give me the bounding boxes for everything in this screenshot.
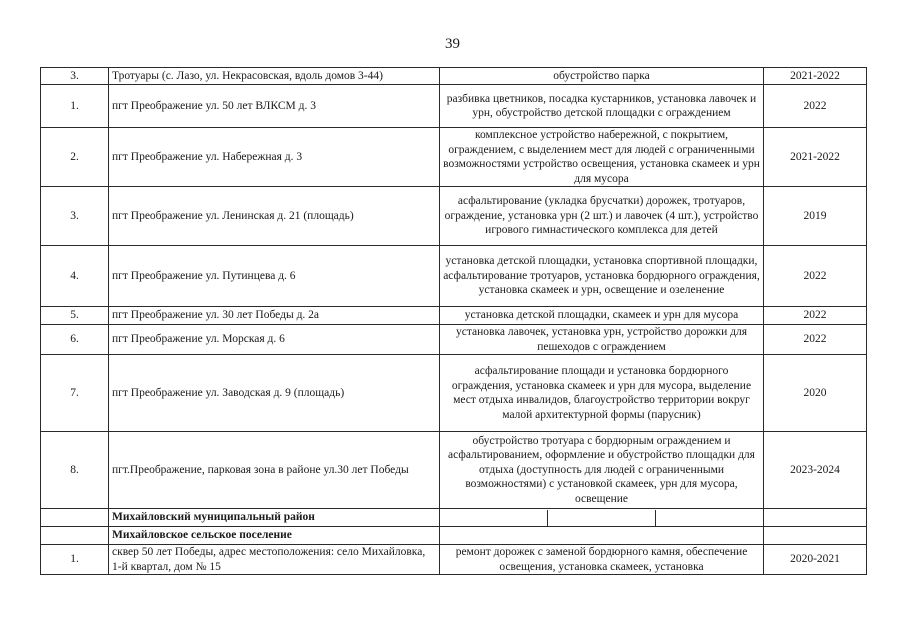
subdivided-cell xyxy=(440,509,764,527)
row-years: 2021-2022 xyxy=(764,128,867,187)
table-row xyxy=(41,355,867,432)
row-number: 4. xyxy=(41,246,109,307)
row-address: пгт.Преображение, парковая зона в районе ул.30 лет Победы xyxy=(109,432,440,509)
row-years: 2022 xyxy=(764,325,867,355)
district-heading: Михайловский муниципальный район xyxy=(109,509,440,527)
settlement-heading: Михайловское сельское поселение xyxy=(109,527,440,545)
row-years: 2021-2022 xyxy=(764,68,867,85)
row-works: асфальтирование площади и установка бордюрного ограждения, установка скамеек и урн для мусора, выделение мест отдыха инвалидов, благоустройство территории вокруг малой архитектурной формы (парусник) xyxy=(440,355,764,432)
row-number: 1. xyxy=(41,545,109,575)
empty-cell xyxy=(764,509,867,527)
cell-part xyxy=(440,510,547,526)
table-row xyxy=(41,128,867,187)
row-number: 7. xyxy=(41,355,109,432)
district-heading-row xyxy=(41,509,867,527)
row-works: ремонт дорожек с заменой бордюрного камня, обеспечение освещения, установка скамеек, установка xyxy=(440,545,764,575)
empty-cell xyxy=(764,527,867,545)
row-years: 2019 xyxy=(764,187,867,246)
subdivided-cell-lines xyxy=(440,510,763,526)
row-address: сквер 50 лет Победы, адрес местоположения: село Михайловка, 1-й квартал, дом № 15 xyxy=(109,545,440,575)
row-address: пгт Преображение ул. Путинцева д. 6 xyxy=(109,246,440,307)
row-works: обустройство парка xyxy=(440,68,764,85)
empty-cell xyxy=(41,527,109,545)
improvement-table xyxy=(40,67,867,575)
row-works: установка детской площадки, установка спортивной площадки, асфальтирование тротуаров, установка бордюрного ограждения, установка скамеек и урн, освещение и озеленение xyxy=(440,246,764,307)
cell-part xyxy=(655,510,763,526)
row-number: 1. xyxy=(41,85,109,128)
row-works: комплексное устройство набережной, с покрытием, ограждением, с выделением мест для людей с ограниченными возможностями устройство освещения, установка скамеек и урн для мусора xyxy=(440,128,764,187)
row-works: разбивка цветников, посадка кустарников, установка лавочек и урн, обустройство детской площадки с ограждением xyxy=(440,85,764,128)
row-works: установка детской площадки, скамеек и урн для мусора xyxy=(440,307,764,325)
table-row xyxy=(41,246,867,307)
row-number: 3. xyxy=(41,68,109,85)
table-row xyxy=(41,325,867,355)
row-number: 8. xyxy=(41,432,109,509)
table-row xyxy=(41,545,867,575)
row-address: Тротуары (с. Лазо, ул. Некрасовская, вдоль домов 3-44) xyxy=(109,68,440,85)
table-row xyxy=(41,432,867,509)
row-address: пгт Преображение ул. Ленинская д. 21 (площадь) xyxy=(109,187,440,246)
table-row xyxy=(41,307,867,325)
row-works: асфальтирование (укладка брусчатки) дорожек, тротуаров, ограждение, установка урн (2 шт.) и лавочек (4 шт.), устройство игрового гимнастического комплекса для детей xyxy=(440,187,764,246)
row-years: 2023-2024 xyxy=(764,432,867,509)
row-works: обустройство тротуара с бордюрным ограждением и асфальтированием, оформление и обустройство площадки для отдыха (доступность для людей с ограниченными возможностями) с установкой скамеек, урн для мусора, освещение xyxy=(440,432,764,509)
row-years: 2020 xyxy=(764,355,867,432)
table-row xyxy=(41,187,867,246)
table-row xyxy=(41,68,867,85)
row-number: 5. xyxy=(41,307,109,325)
table-row xyxy=(41,85,867,128)
row-address: пгт Преображение ул. 30 лет Победы д. 2а xyxy=(109,307,440,325)
row-number: 3. xyxy=(41,187,109,246)
cell-part xyxy=(547,510,655,526)
empty-cell xyxy=(41,509,109,527)
row-number: 2. xyxy=(41,128,109,187)
page-number: 39 xyxy=(445,36,460,52)
row-years: 2022 xyxy=(764,307,867,325)
row-years: 2020-2021 xyxy=(764,545,867,575)
empty-cell xyxy=(440,527,764,545)
row-years: 2022 xyxy=(764,246,867,307)
row-address: пгт Преображение ул. 50 лет ВЛКСМ д. 3 xyxy=(109,85,440,128)
row-works: установка лавочек, установка урн, устройство дорожки для пешеходов с ограждением xyxy=(440,325,764,355)
settlement-heading-row xyxy=(41,527,867,545)
row-address: пгт Преображение ул. Набережная д. 3 xyxy=(109,128,440,187)
row-number: 6. xyxy=(41,325,109,355)
row-years: 2022 xyxy=(764,85,867,128)
row-address: пгт Преображение ул. Морская д. 6 xyxy=(109,325,440,355)
row-address: пгт Преображение ул. Заводская д. 9 (площадь) xyxy=(109,355,440,432)
